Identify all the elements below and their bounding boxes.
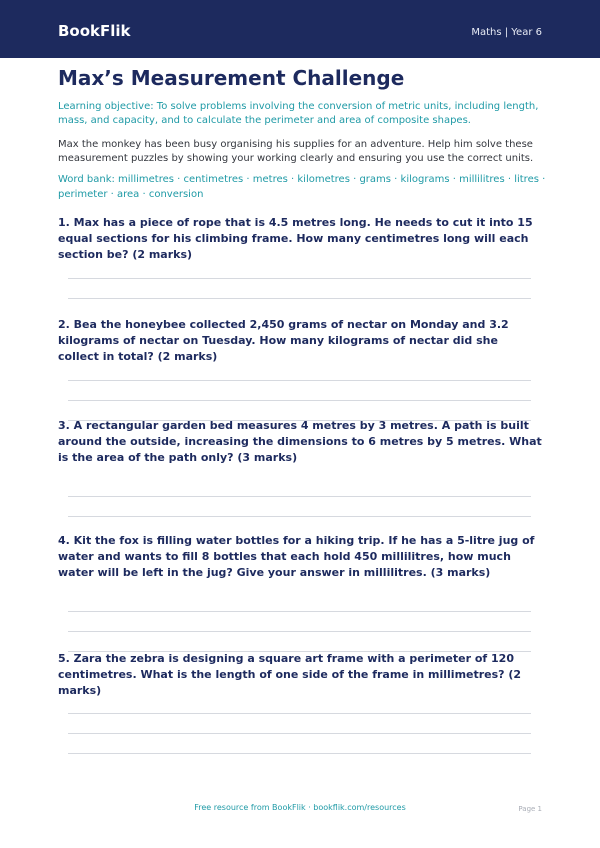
- answer-line[interactable]: [68, 380, 531, 381]
- answer-line[interactable]: [68, 733, 531, 734]
- brand-logo-text: BookFlik: [58, 22, 131, 40]
- learning-objective: Learning objective: To solve problems involving the conversion of metric units, including length, mass, and capacity, and to calculate the perimeter and area of composite shapes.: [58, 101, 539, 126]
- answer-line[interactable]: [68, 753, 531, 754]
- worksheet-title: Max’s Measurement Challenge: [58, 66, 405, 90]
- page-header: [0, 0, 600, 58]
- question-4: 4. Kit the fox is filling water bottles for a hiking trip. If he has a 5-litre jug of water and wants to fill 8 bottles that each hold 450 millilitres, how much water will be left in the jug? Give your answer in millilitres. (3 marks): [58, 534, 535, 579]
- answer-line[interactable]: [68, 496, 531, 497]
- question-2: 2. Bea the honeybee collected 2,450 grams of nectar on Monday and 3.2 kilograms of nectar on Tuesday. How many kilograms of nectar did she collect in total? (2 marks): [58, 318, 509, 363]
- answer-line[interactable]: [68, 298, 531, 299]
- word-bank: Word bank: millimetres · centimetres · metres · kilometres · grams · kilograms · millilitres · litres · perimeter · area · conversion: [58, 174, 546, 200]
- question-1: 1. Max has a piece of rope that is 4.5 metres long. He needs to cut it into 15 equal sections for his climbing frame. How many centimetres long will each section be? (2 marks): [58, 216, 533, 261]
- page-number: Page 1: [518, 805, 542, 813]
- intro-text: Max the monkey has been busy organising his supplies for an adventure. Help him solve these measurement puzzles by showing your working clearly and ensuring you use the correct units.: [58, 139, 534, 164]
- question-5: 5. Zara the zebra is designing a square art frame with a perimeter of 120 centimetres. What is the length of one side of the frame in millimetres? (2 marks): [58, 652, 522, 697]
- answer-line[interactable]: [68, 611, 531, 612]
- answer-line[interactable]: [68, 631, 531, 632]
- answer-line[interactable]: [68, 516, 531, 517]
- answer-line[interactable]: [68, 278, 531, 279]
- question-3: 3. A rectangular garden bed measures 4 metres by 3 metres. A path is built around the outside, increasing the dimensions to 6 metres by 5 metres. What is the area of the path only? (3 marks): [58, 419, 542, 464]
- footer-source: Free resource from BookFlik · bookflik.com/resources: [194, 803, 406, 812]
- answer-line[interactable]: [68, 400, 531, 401]
- subject-year-label: Maths | Year 6: [471, 27, 542, 38]
- answer-line[interactable]: [68, 713, 531, 714]
